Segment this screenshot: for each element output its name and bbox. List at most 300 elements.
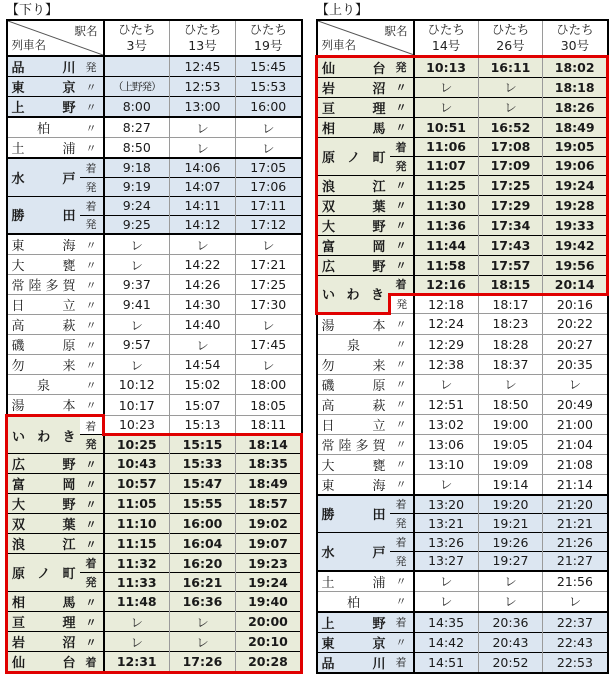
time-cell: 19:33 — [543, 215, 608, 235]
time-cell: 19:23 — [236, 554, 302, 573]
arrive-depart-marker: 〃 — [80, 395, 104, 416]
time-cell: 20:14 — [543, 275, 608, 294]
time-cell: レ — [478, 571, 543, 592]
time-cell: 16:00 — [236, 97, 302, 118]
station-cell: 相 馬 — [7, 592, 80, 612]
table-row — [317, 334, 608, 354]
time-cell: レ — [478, 374, 543, 394]
time-cell: 19:02 — [236, 514, 302, 534]
arrive-depart-marker: 〃 — [80, 315, 104, 335]
train-header: ひたち 14号 — [414, 20, 479, 56]
time-cell: 10:13 — [414, 56, 479, 77]
table-row — [7, 255, 302, 275]
time-cell: レ — [414, 374, 479, 394]
time-cell: 18:57 — [236, 494, 302, 514]
time-cell: 18:15 — [478, 275, 543, 294]
table-row — [317, 255, 608, 275]
arrive-depart-marker: 着 — [80, 158, 104, 177]
time-cell: レ — [414, 77, 479, 97]
time-cell: 20:28 — [236, 652, 302, 673]
table-row — [7, 375, 302, 395]
time-cell: 17:30 — [236, 295, 302, 315]
table-title-up: 【上り】 — [316, 3, 369, 18]
station-cell: 大 甕 — [7, 255, 80, 275]
station-cell: 日 立 — [7, 295, 80, 315]
time-cell: 20:10 — [236, 632, 302, 652]
train-name-label: 列車名 — [11, 38, 46, 52]
time-cell: 13:26 — [414, 533, 479, 552]
time-cell: 11:58 — [414, 255, 479, 275]
table-row — [7, 196, 302, 215]
time-cell: レ — [104, 255, 170, 275]
time-cell: 13:20 — [414, 495, 479, 514]
station-cell: 仙 台 — [7, 652, 80, 673]
arrive-depart-marker: 発 — [390, 514, 414, 533]
time-cell: 21:04 — [543, 434, 608, 454]
arrive-depart-marker: 〃 — [80, 514, 104, 534]
time-cell: 16:04 — [170, 534, 236, 554]
table-row — [317, 235, 608, 255]
table-row — [7, 97, 302, 118]
arrive-depart-marker: 〃 — [390, 235, 414, 255]
station-name-label: 駅名 — [74, 24, 98, 38]
time-cell: 12:51 — [414, 394, 479, 414]
time-cell: 12:29 — [414, 334, 479, 354]
time-cell: 16:11 — [478, 56, 543, 77]
time-cell: 13:00 — [170, 97, 236, 118]
time-cell: 12:18 — [414, 294, 479, 313]
time-cell: 9:57 — [104, 335, 170, 355]
time-cell: 17:06 — [236, 177, 302, 196]
arrive-depart-marker: 〃 — [390, 215, 414, 235]
time-cell: 15:07 — [170, 395, 236, 416]
table-row — [317, 612, 608, 633]
arrive-depart-marker: 発 — [390, 294, 414, 313]
time-cell: 9:37 — [104, 275, 170, 295]
station-cell: 高 萩 — [317, 394, 390, 414]
time-cell: 9:41 — [104, 295, 170, 315]
time-cell: 21:21 — [543, 514, 608, 533]
table-title-down: 【下り】 — [6, 3, 59, 18]
table-row — [317, 275, 608, 294]
time-cell: 19:20 — [478, 495, 543, 514]
time-cell: 17:34 — [478, 215, 543, 235]
station-cell: 東 海 — [7, 234, 80, 255]
station-cell: 土 浦 — [317, 571, 390, 592]
time-cell: レ — [104, 612, 170, 632]
time-cell: 17:11 — [236, 196, 302, 215]
station-cell: 勝 田 — [7, 196, 80, 234]
arrive-depart-marker: 発 — [80, 573, 104, 592]
time-cell: レ — [543, 591, 608, 612]
table-row — [317, 571, 608, 592]
time-cell: レ — [170, 335, 236, 355]
arrive-depart-marker: 〃 — [80, 295, 104, 315]
arrive-depart-marker: 〃 — [390, 394, 414, 414]
arrive-depart-marker: 着 — [80, 196, 104, 215]
time-cell: 10:23 — [104, 416, 170, 435]
time-cell: 13:21 — [414, 514, 479, 533]
time-cell: 20:35 — [543, 354, 608, 374]
table-row — [317, 97, 608, 117]
time-cell: 15:47 — [170, 474, 236, 494]
table-row — [7, 138, 302, 159]
time-cell: 18:49 — [236, 474, 302, 494]
station-name-label: 駅名 — [384, 24, 408, 38]
time-cell: 10:17 — [104, 395, 170, 416]
time-cell: 20:00 — [236, 612, 302, 632]
arrive-depart-marker: 着 — [80, 416, 104, 435]
arrive-depart-marker: 発 — [80, 435, 104, 454]
station-cell: 広 野 — [7, 454, 80, 474]
table-row — [317, 434, 608, 454]
table-row — [7, 275, 302, 295]
time-cell: 13:02 — [414, 414, 479, 434]
time-cell: 16:20 — [170, 554, 236, 573]
table-row — [317, 454, 608, 474]
arrive-depart-marker: 〃 — [80, 494, 104, 514]
time-cell: 17:29 — [478, 195, 543, 215]
time-cell: 14:22 — [170, 255, 236, 275]
time-cell: 12:16 — [414, 275, 479, 294]
time-cell: 21:00 — [543, 414, 608, 434]
station-cell: 仙 台 — [317, 56, 390, 77]
table-row — [317, 56, 608, 77]
arrive-depart-marker: 〃 — [80, 592, 104, 612]
time-cell: レ — [236, 355, 302, 375]
table-row — [317, 414, 608, 434]
time-cell: 8:50 — [104, 138, 170, 159]
arrive-depart-marker: 発 — [80, 215, 104, 234]
table-row — [317, 652, 608, 673]
station-cell: 柏 — [317, 591, 390, 612]
table-row — [7, 534, 302, 554]
time-cell: 13:27 — [414, 552, 479, 571]
time-cell: 15:33 — [170, 454, 236, 474]
time-cell: 15:15 — [170, 435, 236, 454]
table-row — [317, 374, 608, 394]
time-cell: 19:07 — [236, 534, 302, 554]
table-row — [317, 495, 608, 514]
table-row — [7, 474, 302, 494]
time-cell: 18:23 — [478, 313, 543, 334]
time-cell: 15:53 — [236, 77, 302, 97]
time-cell: 15:13 — [170, 416, 236, 435]
arrive-depart-marker: 〃 — [390, 77, 414, 97]
table-row — [317, 137, 608, 156]
time-cell: レ — [236, 234, 302, 255]
time-cell: 13:06 — [414, 434, 479, 454]
time-cell: レ — [478, 591, 543, 612]
station-cell: 土 浦 — [7, 138, 80, 159]
time-cell: 9:24 — [104, 196, 170, 215]
table-row — [7, 77, 302, 97]
table-row — [317, 632, 608, 652]
arrive-depart-marker: 〃 — [390, 334, 414, 354]
arrive-depart-marker: 着 — [390, 612, 414, 633]
time-cell: 11:30 — [414, 195, 479, 215]
train-header: ひたち 19号 — [236, 20, 302, 56]
table-row — [317, 77, 608, 97]
station-cell: 品 川 — [317, 652, 390, 673]
station-cell: 勿 来 — [7, 355, 80, 375]
table-row — [7, 632, 302, 652]
time-cell: 14:42 — [414, 632, 479, 652]
time-cell: 16:52 — [478, 117, 543, 137]
time-cell: 11:33 — [104, 573, 170, 592]
table-row — [317, 195, 608, 215]
station-cell: 富 岡 — [7, 474, 80, 494]
time-cell: レ — [414, 571, 479, 592]
time-cell: 12:45 — [170, 56, 236, 77]
timetable-table-up — [315, 19, 609, 674]
time-cell: レ — [236, 315, 302, 335]
arrive-depart-marker: 〃 — [390, 195, 414, 215]
table-row — [7, 117, 302, 138]
arrive-depart-marker: 〃 — [80, 255, 104, 275]
time-cell: 22:37 — [543, 612, 608, 633]
time-cell: 18:18 — [543, 77, 608, 97]
time-cell: 11:48 — [104, 592, 170, 612]
arrive-depart-marker: 〃 — [80, 138, 104, 159]
time-cell: 19:14 — [478, 474, 543, 495]
table-row — [7, 56, 302, 77]
time-cell: 18:02 — [543, 56, 608, 77]
time-cell: 9:18 — [104, 158, 170, 177]
arrive-depart-marker: 発 — [80, 56, 104, 77]
arrive-depart-marker: 〃 — [390, 117, 414, 137]
time-cell: レ — [170, 138, 236, 159]
time-cell: 19:21 — [478, 514, 543, 533]
time-cell: 15:55 — [170, 494, 236, 514]
time-cell: 19:40 — [236, 592, 302, 612]
train-name-label: 列車名 — [321, 37, 356, 52]
train-header: ひたち 3号 — [104, 20, 170, 56]
table-row — [7, 514, 302, 534]
time-cell: 12:24 — [414, 313, 479, 334]
time-cell: （上野発） — [104, 77, 170, 97]
time-cell: 17:43 — [478, 235, 543, 255]
table-row — [7, 592, 302, 612]
time-cell: 17:05 — [236, 158, 302, 177]
time-cell: 16:36 — [170, 592, 236, 612]
timetable-down — [5, 2, 303, 674]
time-cell: 19:28 — [543, 195, 608, 215]
station-cell: 大 野 — [317, 215, 390, 235]
arrive-depart-marker: 〃 — [80, 355, 104, 375]
time-cell: レ — [478, 77, 543, 97]
time-cell: レ — [414, 97, 479, 117]
time-cell: 17:09 — [478, 156, 543, 175]
time-cell: 18:37 — [478, 354, 543, 374]
arrive-depart-marker: 発 — [390, 552, 414, 571]
time-cell: 17:26 — [170, 652, 236, 673]
time-cell: レ — [414, 591, 479, 612]
station-cell: 双 葉 — [7, 514, 80, 534]
table-row — [317, 474, 608, 495]
time-cell: 19:24 — [543, 175, 608, 195]
time-cell: レ — [104, 234, 170, 255]
arrive-depart-marker: 発 — [390, 156, 414, 175]
station-cell: 浪 江 — [7, 534, 80, 554]
time-cell: 10:43 — [104, 454, 170, 474]
table-row — [317, 591, 608, 612]
time-cell: 14:06 — [170, 158, 236, 177]
time-cell: 17:25 — [478, 175, 543, 195]
time-cell: 19:24 — [236, 573, 302, 592]
time-cell: レ — [543, 374, 608, 394]
table-row — [7, 315, 302, 335]
station-cell: 浪 江 — [317, 175, 390, 195]
station-cell: 湯 本 — [317, 313, 390, 334]
arrive-depart-marker: 〃 — [80, 612, 104, 632]
time-cell: 19:05 — [543, 137, 608, 156]
time-cell: 11:07 — [414, 156, 479, 175]
time-cell: 10:25 — [104, 435, 170, 454]
station-cell: 富 岡 — [317, 235, 390, 255]
time-cell: 21:08 — [543, 454, 608, 474]
time-cell: 18:28 — [478, 334, 543, 354]
station-cell: 上 野 — [317, 612, 390, 633]
time-cell: レ — [236, 138, 302, 159]
station-cell: 原 ノ 町 — [7, 554, 80, 592]
time-cell: 21:14 — [543, 474, 608, 495]
arrive-depart-marker: 着 — [390, 652, 414, 673]
header-row — [7, 20, 302, 56]
time-cell: 17:21 — [236, 255, 302, 275]
table-row — [7, 355, 302, 375]
time-cell: 8:27 — [104, 117, 170, 138]
train-header: ひたち 26号 — [478, 20, 543, 56]
time-cell: レ — [170, 612, 236, 632]
time-cell: レ — [414, 474, 479, 495]
time-cell: 13:10 — [414, 454, 479, 474]
time-cell: レ — [104, 632, 170, 652]
time-cell: 12:38 — [414, 354, 479, 374]
time-cell: 16:21 — [170, 573, 236, 592]
header-corner — [317, 20, 414, 56]
table-row — [317, 354, 608, 374]
arrive-depart-marker: 〃 — [390, 354, 414, 374]
time-cell: 10:57 — [104, 474, 170, 494]
time-cell: 19:06 — [543, 156, 608, 175]
station-cell: 相 馬 — [317, 117, 390, 137]
time-cell: 18:49 — [543, 117, 608, 137]
time-cell: 14:12 — [170, 215, 236, 234]
time-cell: 17:12 — [236, 215, 302, 234]
arrive-depart-marker: 着 — [390, 495, 414, 514]
header-corner — [7, 20, 104, 56]
table-row — [7, 234, 302, 255]
station-cell: 常 陸 多 賀 — [317, 434, 390, 454]
time-cell: 21:26 — [543, 533, 608, 552]
station-cell: 広 野 — [317, 255, 390, 275]
arrive-depart-marker: 発 — [390, 56, 414, 77]
time-cell: 19:05 — [478, 434, 543, 454]
arrive-depart-marker: 〃 — [390, 474, 414, 495]
station-cell: 磯 原 — [317, 374, 390, 394]
time-cell: 17:45 — [236, 335, 302, 355]
time-cell: レ — [104, 355, 170, 375]
time-cell: 14:11 — [170, 196, 236, 215]
station-cell: 勝 田 — [317, 495, 390, 533]
time-cell: レ — [170, 632, 236, 652]
arrive-depart-marker: 〃 — [390, 591, 414, 612]
time-cell: 18:17 — [478, 294, 543, 313]
table-row — [317, 175, 608, 195]
time-cell: 20:22 — [543, 313, 608, 334]
station-cell: 勿 来 — [317, 354, 390, 374]
time-cell: 8:00 — [104, 97, 170, 118]
time-cell: 17:25 — [236, 275, 302, 295]
time-cell: 19:27 — [478, 552, 543, 571]
train-header: ひたち 30号 — [543, 20, 608, 56]
time-cell: 18:00 — [236, 375, 302, 395]
time-cell: 11:44 — [414, 235, 479, 255]
time-cell: 9:19 — [104, 177, 170, 196]
time-cell: レ — [104, 315, 170, 335]
station-cell: 水 戸 — [317, 533, 390, 571]
time-cell: 16:00 — [170, 514, 236, 534]
time-cell: レ — [170, 234, 236, 255]
arrive-depart-marker: 〃 — [80, 77, 104, 97]
time-cell: 19:26 — [478, 533, 543, 552]
arrive-depart-marker: 着 — [80, 554, 104, 573]
time-cell: 11:36 — [414, 215, 479, 235]
station-cell: 湯 本 — [7, 395, 80, 416]
arrive-depart-marker: 〃 — [80, 632, 104, 652]
arrive-depart-marker: 着 — [390, 275, 414, 294]
station-cell: 亘 理 — [317, 97, 390, 117]
time-cell: 11:10 — [104, 514, 170, 534]
arrive-depart-marker: 発 — [80, 177, 104, 196]
train-header: ひたち 13号 — [170, 20, 236, 56]
time-cell: 11:25 — [414, 175, 479, 195]
station-cell: 東 京 — [7, 77, 80, 97]
arrive-depart-marker: 〃 — [390, 374, 414, 394]
station-cell: 上 野 — [7, 97, 80, 118]
station-cell: 磯 原 — [7, 335, 80, 355]
time-cell: 14:54 — [170, 355, 236, 375]
header-row — [317, 20, 608, 56]
arrive-depart-marker: 〃 — [390, 255, 414, 275]
table-row — [7, 612, 302, 632]
station-cell: 常 陸 多 賀 — [7, 275, 80, 295]
time-cell: 14:26 — [170, 275, 236, 295]
table-row — [317, 533, 608, 552]
arrive-depart-marker: 〃 — [390, 175, 414, 195]
station-cell: 泉 — [317, 334, 390, 354]
time-cell: 19:00 — [478, 414, 543, 434]
time-cell: 20:52 — [478, 652, 543, 673]
time-cell: 21:27 — [543, 552, 608, 571]
station-cell: 高 萩 — [7, 315, 80, 335]
time-cell: 15:45 — [236, 56, 302, 77]
time-cell: 18:05 — [236, 395, 302, 416]
time-cell: 11:32 — [104, 554, 170, 573]
time-cell: 19:09 — [478, 454, 543, 474]
arrive-depart-marker: 〃 — [80, 97, 104, 118]
time-cell: 14:07 — [170, 177, 236, 196]
table-row — [7, 335, 302, 355]
time-cell: 18:50 — [478, 394, 543, 414]
time-cell: 9:25 — [104, 215, 170, 234]
time-cell: 14:40 — [170, 315, 236, 335]
time-cell: 14:51 — [414, 652, 479, 673]
time-cell: 14:35 — [414, 612, 479, 633]
station-cell: 泉 — [7, 375, 80, 395]
time-cell: 18:14 — [236, 435, 302, 454]
